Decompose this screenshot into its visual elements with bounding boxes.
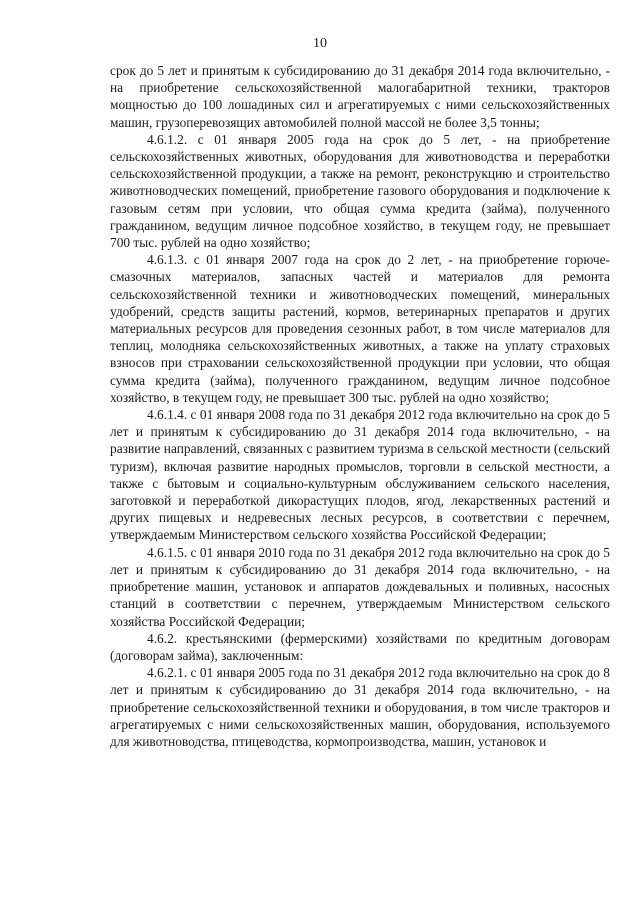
paragraph-4-6-2: 4.6.2. крестьянскими (фермерскими) хозяйствами по кредитным договорам (договорам займа), заключенным:	[110, 630, 610, 663]
paragraph-4-6-1-3: 4.6.1.3. с 01 января 2007 года на срок до 2 лет, - на приобретение горюче-смазочных материалов, запасных частей и материалов для ремонта сельскохозяйственной техники и животноводческих помещений, минеральных удобрений, средств защиты растений, кормов, ветеринарных препаратов и других материальных ресурсов для проведения сезонных работ, в том числе материалов для теплиц, молодняка сельскохозяйственных животных, а также на уплату страховых взносов при страховании сельскохозяйственной продукции при условии, что общая сумма кредита (займа), полученного гражданином, ведущим личное подсобное хозяйство, в текущем году, не превышает 300 тыс. рублей на одно хозяйство;	[110, 252, 610, 405]
paragraph-continuation: срок до 5 лет и принятым к субсидированию до 31 декабря 2014 года включительно, - на приобретение сельскохозяйственной малогабаритной техники, тракторов мощностью до 100 лошадиных сил и агрегатируемых с ними сельскохозяйственных машин, грузоперевозящих автомобилей полной массой не более 3,5 тонны;	[110, 63, 610, 130]
document-body	[110, 62, 610, 750]
paragraph-4-6-2-1: 4.6.2.1. с 01 января 2005 года по 31 декабря 2012 года включительно на срок до 8 лет и принятым к субсидированию до 31 декабря 2014 года включительно, - на приобретение сельскохозяйственной техники и оборудования, в том числе тракторов и агрегатируемых с ними сельскохозяйственных машин, оборудования, используемого для животноводства, птицеводства, кормопроизводства, машин, установок и	[110, 665, 610, 749]
paragraph-4-6-1-4: 4.6.1.4. с 01 января 2008 года по 31 декабря 2012 года включительно на срок до 5 лет и принятым к субсидированию до 31 декабря 2014 года включительно, - на развитие направлений, связанных с развитием туризма в сельской местности (сельский туризм), включая развитие народных промыслов, торговли в сельской местности, а также с бытовым и социально-культурным обслуживанием сельского населения, заготовкой и переработкой дикорастущих плодов, ягод, лекарственных растений и других пищевых и недревесных лесных ресурсов, в соответствии с перечнем, утверждаемым Министерством сельского хозяйства Российской Федерации;	[110, 407, 610, 543]
page-number: 10	[313, 36, 327, 51]
paragraph-4-6-1-5: 4.6.1.5. с 01 января 2010 года по 31 декабря 2012 года включительно на срок до 5 лет и принятым к субсидированию до 31 декабря 2014 года включительно, - на приобретение машин, установок и аппаратов дождевальных и поливных, насосных станций в соответствии с перечнем, утверждаемым Министерством сельского хозяйства Российской Федерации;	[110, 544, 610, 629]
paragraph-4-6-1-2: 4.6.1.2. с 01 января 2005 года на срок до 5 лет, - на приобретение сельскохозяйственных животных, оборудования для животноводства и переработки сельскохозяйственной продукции, а также на ремонт, реконструкцию и строительство животноводческих помещений, приобретение газового оборудования и подключение к газовым сетям при условии, что общая сумма кредита (займа), полученного гражданином, ведущим личное подсобное хозяйство, в текущем году, не превышает 700 тыс. рублей на одно хозяйство;	[110, 131, 610, 251]
